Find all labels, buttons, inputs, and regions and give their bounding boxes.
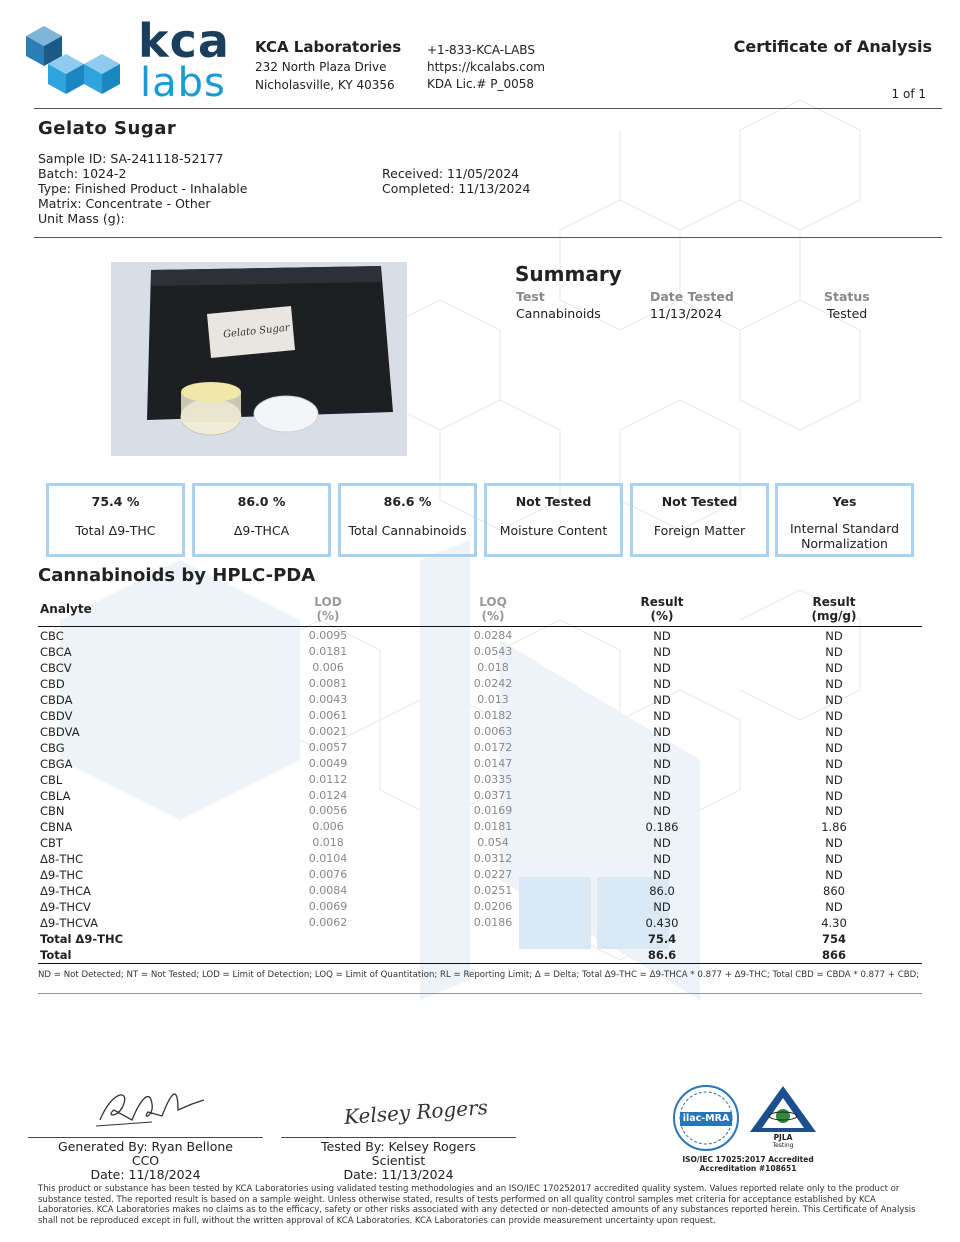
lod-cell: 0.0061 — [308, 708, 348, 722]
analyte-cell: CBGA — [40, 756, 73, 771]
lod-cell: 0.0069 — [308, 900, 348, 914]
lab-phone: +1-833-KCA-LABS — [427, 43, 535, 57]
col-header-lod-name: LOD — [314, 595, 342, 609]
product-name: Gelato Sugar — [38, 118, 177, 139]
stat-value: 75.4 % — [91, 494, 140, 509]
result-mg-cell: ND — [825, 836, 843, 851]
signer-1-title: CCO — [131, 1153, 160, 1168]
loq-cell: 0.0312 — [473, 852, 513, 866]
sample-divider — [34, 237, 942, 238]
result-pct-cell: 0.430 — [645, 916, 679, 931]
lab-address-line2: Nicholasville, KY 40356 — [255, 78, 395, 92]
summary-title: Summary — [515, 262, 622, 286]
result-mg-cell: ND — [825, 772, 843, 787]
loq-cell: 0.0227 — [473, 868, 513, 882]
stat-value: 86.6 % — [383, 494, 432, 509]
result-mg-cell: ND — [825, 629, 843, 643]
result-pct-cell: ND — [653, 676, 671, 691]
result-mg-cell: 4.30 — [821, 916, 847, 931]
stat-internal-standard — [775, 483, 914, 557]
batch: Batch: 1024-2 — [38, 166, 127, 181]
table-row — [38, 852, 922, 868]
result-mg-cell: ND — [825, 804, 843, 819]
col-header-analyte: Analyte — [40, 602, 92, 616]
analyte-cell: CBNA — [40, 820, 73, 835]
received-date: Received: 11/05/2024 — [382, 166, 520, 181]
sample-matrix: Matrix: Concentrate - Other — [38, 196, 211, 211]
result-pct-cell: ND — [653, 804, 671, 819]
logo-kca-text: kca — [138, 14, 230, 68]
table-row — [38, 820, 922, 836]
signer-2-block — [281, 1140, 516, 1182]
col-header-loq-name: LOQ — [479, 595, 507, 609]
analyte-cell: CBG — [40, 740, 65, 755]
result-mg-cell: ND — [825, 788, 843, 803]
lod-cell: 0.0124 — [308, 788, 348, 802]
completed-date: Completed: 11/13/2024 — [382, 181, 531, 196]
lod-cell: 0.0057 — [308, 740, 348, 754]
stat-label: Total Δ9-THC — [75, 523, 156, 538]
lab-name: KCA Laboratories — [255, 38, 402, 56]
col-header-loq — [443, 595, 543, 623]
loq-cell: 0.0251 — [473, 884, 513, 898]
stat-label: Moisture Content — [499, 523, 608, 538]
result-pct-cell: ND — [653, 756, 671, 771]
table-row — [38, 693, 922, 709]
result-mg-cell: ND — [825, 868, 843, 883]
stat-value: Not Tested — [515, 494, 592, 509]
table-row — [38, 836, 922, 852]
result-mg-cell: ND — [825, 756, 843, 771]
result-mg-cell: ND — [825, 644, 843, 659]
result-pct-cell: ND — [653, 836, 671, 851]
unit-mass: Unit Mass (g): — [38, 211, 125, 226]
lod-cell: 0.0062 — [308, 916, 348, 930]
table-row — [38, 868, 922, 884]
analyte-cell: Δ9-THC — [40, 868, 84, 883]
stat-label: Δ9-THCA — [233, 523, 290, 538]
loq-cell: 0.0242 — [473, 676, 513, 690]
table-row — [38, 804, 922, 820]
lod-cell: 0.0095 — [308, 629, 348, 642]
result-pct-cell: ND — [653, 852, 671, 867]
stat-d9-thca — [192, 483, 331, 557]
result-mg-cell: ND — [825, 724, 843, 739]
ilac-mra-logo — [672, 1084, 740, 1152]
stat-label: Total Cannabinoids — [348, 523, 467, 538]
analyte-cell: CBD — [40, 676, 65, 691]
loq-cell: 0.0181 — [473, 820, 513, 834]
analyte-cell: CBDVA — [40, 724, 80, 739]
table-row — [38, 884, 922, 900]
analyte-cell: Total — [40, 948, 72, 962]
lab-address-line1: 232 North Plaza Drive — [255, 60, 387, 74]
result-mg-cell: ND — [825, 708, 843, 723]
stat-moisture — [484, 483, 623, 557]
signature-kelsey-rogers: Kelsey Rogers — [343, 1095, 489, 1129]
table-row — [38, 725, 922, 741]
summary-header-status: Status — [824, 289, 870, 304]
signature-line-1 — [28, 1137, 263, 1138]
photo-label-text: Gelato Sugar — [222, 322, 291, 341]
result-mg-cell: 1.86 — [821, 820, 847, 835]
section-title: Cannabinoids by HPLC-PDA — [38, 565, 316, 586]
document-title: Certificate of Analysis — [733, 37, 932, 56]
pjla-logo — [748, 1084, 818, 1148]
lod-cell: 0.0043 — [308, 692, 348, 706]
result-pct-cell: ND — [653, 708, 671, 723]
result-mg-cell: ND — [825, 660, 843, 675]
loq-cell: 0.0335 — [473, 772, 513, 786]
result-pct-cell: ND — [653, 629, 671, 643]
col-header-lod-unit: (%) — [316, 609, 340, 623]
lod-cell: 0.006 — [312, 660, 344, 674]
loq-cell: 0.0063 — [473, 724, 513, 738]
result-mg-cell: ND — [825, 852, 843, 867]
sample-type: Type: Finished Product - Inhalable — [38, 181, 248, 196]
signer-1-block — [28, 1140, 263, 1182]
result-pct-cell: ND — [653, 692, 671, 707]
header-divider — [34, 108, 942, 109]
stat-value: Not Tested — [661, 494, 738, 509]
loq-cell: 0.054 — [477, 836, 509, 850]
table-row — [38, 757, 922, 773]
ilac-mra-text: ilac-MRA — [682, 1113, 730, 1124]
loq-cell: 0.0186 — [473, 916, 513, 930]
analyte-cell: CBL — [40, 772, 63, 787]
table-footnote: ND = Not Detected; NT = Not Tested; LOD = Limit of Detection; LOQ = Limit of Quantitation; RL = Reporting Limit; Δ = Delta; Total Δ9-THC = Δ9-THCA * 0.877 + Δ9-THC; Total CBD = CBDA * 0.877 + CBD; — [38, 970, 920, 980]
footnote-rule — [38, 993, 922, 994]
loq-cell: 0.0169 — [473, 804, 513, 818]
stat-total-d9-thc — [46, 483, 185, 557]
loq-cell: 0.013 — [477, 692, 509, 706]
lod-cell: 0.0112 — [308, 772, 348, 786]
lod-cell: 0.0076 — [308, 868, 348, 882]
lod-cell: 0.0104 — [308, 852, 348, 866]
loq-cell: 0.0543 — [473, 644, 513, 658]
table-total-row — [38, 948, 922, 964]
col-header-lod — [278, 595, 378, 623]
analyte-cell: CBN — [40, 804, 65, 819]
result-mg-cell: ND — [825, 900, 843, 915]
lod-cell: 0.0181 — [308, 644, 348, 658]
analyte-cell: CBC — [40, 629, 64, 643]
analyte-cell: Δ9-THCV — [40, 900, 91, 915]
loq-cell: 0.0284 — [473, 629, 513, 642]
stat-total-cannabinoids — [338, 483, 477, 557]
accreditation-text — [668, 1155, 828, 1173]
summary-test: Cannabinoids — [516, 306, 601, 321]
signer-1-name: Generated By: Ryan Bellone — [58, 1139, 233, 1154]
table-row — [38, 789, 922, 805]
table-row — [38, 709, 922, 725]
loq-cell: 0.0206 — [473, 900, 513, 914]
result-mg-cell: 866 — [821, 948, 846, 962]
summary-header-test: Test — [516, 289, 545, 304]
lod-cell: 0.018 — [312, 836, 344, 850]
page-number: 1 of 1 — [891, 87, 926, 101]
result-pct-cell: 86.0 — [649, 884, 675, 899]
table-row — [38, 916, 922, 932]
accreditation-number: Accreditation #108651 — [699, 1164, 797, 1173]
product-photo — [111, 262, 407, 456]
signer-2-date: Date: 11/13/2024 — [343, 1167, 454, 1182]
summary-date: 11/13/2024 — [650, 306, 723, 321]
stat-value: Yes — [832, 494, 857, 509]
col-header-result-mg-unit: (mg/g) — [811, 609, 857, 623]
result-pct-cell: 0.186 — [645, 820, 679, 835]
summary-header-date: Date Tested — [650, 289, 734, 304]
result-mg-cell: ND — [825, 692, 843, 707]
result-mg-cell: ND — [825, 676, 843, 691]
lod-cell: 0.0049 — [308, 756, 348, 770]
lod-cell: 0.0021 — [308, 724, 348, 738]
result-pct-cell: 86.6 — [647, 948, 677, 962]
col-header-result-pct — [612, 595, 712, 623]
stat-foreign-matter — [630, 483, 769, 557]
summary-status: Tested — [827, 306, 868, 321]
table-row — [38, 645, 922, 661]
signer-1-date: Date: 11/18/2024 — [90, 1167, 201, 1182]
pjla-text: PJLA — [773, 1133, 793, 1142]
signature-ryan-bellone — [92, 1080, 212, 1135]
result-pct-cell: ND — [653, 868, 671, 883]
legal-disclaimer: This product or substance has been tested by KCA Laboratories using validated testing methodologies and an ISO/IEC 170252017 accredited quality system. Values reported relate only to the product or substance tested. The reported result is based on a sample weight. Unless otherwise stated, results of tests performed on all quality control samples met criteria for acceptance established by KCA Laboratories. KCA Laboratories makes no claims as to the efficacy, safety or other risks associated with any detected or non-detected amounts of any substances reported herein. This Certificate of Analysis shall not be reproduced except in full, without the written approval of KCA Laboratories. KCA Laboratories can provide measurement uncertainty upon request. — [38, 1184, 916, 1226]
table-row — [38, 741, 922, 757]
table-total-row — [38, 932, 922, 948]
col-header-result-pct-unit: (%) — [650, 609, 674, 623]
result-pct-cell: ND — [653, 900, 671, 915]
table-row — [38, 661, 922, 677]
table-row — [38, 773, 922, 789]
analyte-cell: Δ9-THCVA — [40, 916, 99, 931]
signer-2-name: Tested By: Kelsey Rogers — [321, 1139, 476, 1154]
pjla-sub-text: Testing — [772, 1142, 794, 1149]
loq-cell: 0.0182 — [473, 708, 513, 722]
table-row — [38, 629, 922, 645]
table-header-rule — [38, 626, 922, 627]
loq-cell: 0.018 — [477, 660, 509, 674]
lod-cell: 0.0084 — [308, 884, 348, 898]
lod-cell: 0.0056 — [308, 804, 348, 818]
stat-label: Foreign Matter — [653, 523, 746, 538]
table-row — [38, 900, 922, 916]
result-pct-cell: ND — [653, 788, 671, 803]
result-pct-cell: ND — [653, 644, 671, 659]
col-header-result-pct-name: Result — [640, 595, 684, 609]
kca-labs-logo — [22, 14, 232, 106]
analyte-cell: Δ9-THCA — [40, 884, 91, 899]
analyte-cell: CBDA — [40, 692, 73, 707]
col-header-result-mg-name: Result — [812, 595, 856, 609]
table-bottom-rule — [38, 963, 922, 964]
logo-labs-text: labs — [140, 60, 226, 106]
signer-2-title: Scientist — [371, 1153, 426, 1168]
result-pct-cell: 75.4 — [647, 932, 677, 947]
result-mg-cell: 754 — [821, 932, 846, 947]
analyte-cell: CBDV — [40, 708, 73, 723]
col-header-loq-unit: (%) — [481, 609, 505, 623]
signature-line-2 — [281, 1137, 516, 1138]
analyte-cell: Δ8-THC — [40, 852, 84, 867]
lab-website: https://kcalabs.com — [427, 60, 545, 74]
table-row — [38, 677, 922, 693]
cubes-icon — [22, 22, 132, 104]
analyte-cell: CBLA — [40, 788, 71, 803]
col-header-result-mg — [784, 595, 884, 623]
loq-cell: 0.0172 — [473, 740, 513, 754]
analyte-cell: CBCA — [40, 644, 72, 659]
analyte-cell: CBCV — [40, 660, 72, 675]
result-pct-cell: ND — [653, 740, 671, 755]
stat-label: Internal Standard Normalization — [789, 521, 899, 551]
result-pct-cell: ND — [653, 660, 671, 675]
result-mg-cell: ND — [825, 740, 843, 755]
analyte-cell: CBT — [40, 836, 63, 851]
result-mg-cell: 860 — [823, 884, 845, 899]
stat-value: 86.0 % — [237, 494, 286, 509]
loq-cell: 0.0371 — [473, 788, 513, 802]
result-pct-cell: ND — [653, 724, 671, 739]
lod-cell: 0.006 — [312, 820, 344, 834]
loq-cell: 0.0147 — [473, 756, 513, 770]
iso-text: ISO/IEC 17025:2017 Accredited — [682, 1155, 814, 1164]
result-pct-cell: ND — [653, 772, 671, 787]
lod-cell: 0.0081 — [308, 676, 348, 690]
analyte-cell: Total Δ9-THC — [40, 932, 124, 947]
lab-license: KDA Lic.# P_0058 — [427, 77, 534, 91]
sample-id: Sample ID: SA-241118-52177 — [38, 151, 224, 166]
